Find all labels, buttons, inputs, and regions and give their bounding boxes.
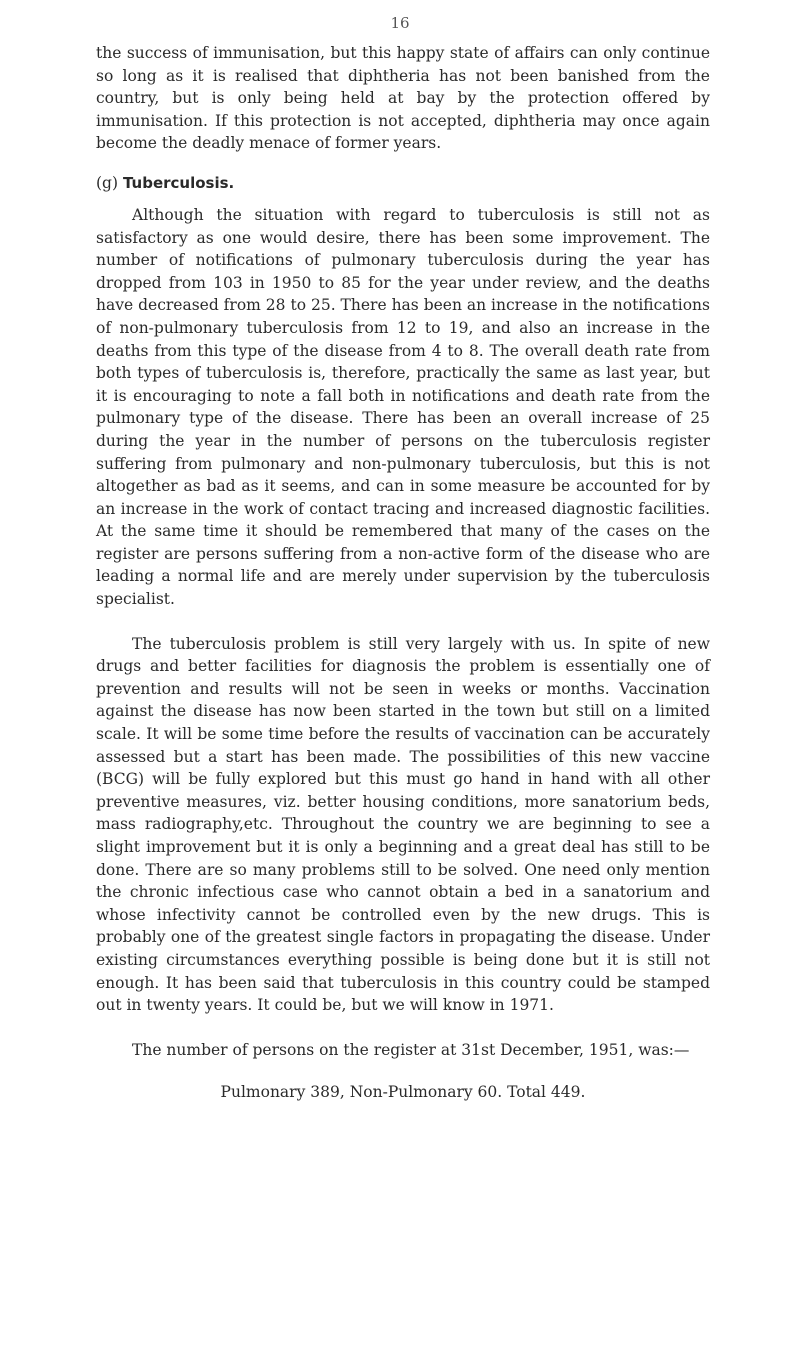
section-marker: (g)	[96, 173, 119, 192]
page-number: 16	[390, 14, 410, 32]
tuberculosis-paragraph-1: Although the situation with regard to tuberculosis is still not as satisfactory as one would desire, there has been some improvement. The number of notifications of pulmonary tuberculosis during the year has dropped from 103 in 1950 to 85 for the year under review, and the deaths have decreased from 28 to 25. There has been an increase in the notifications of non-pulmonary tuberculosis from 12 to 19, and also an increase in the deaths from this type of the disease from 4 to 8. The overall death rate from both types of tuberculosis is, therefore, practically the same as last year, but it is encouraging to note a fall both in notifications and death rate from the pulmonary type of the disease. There has been an overall increase of 25 during the year in the number of persons on the tuberculosis register suffering from pulmonary and non-pulmonary tuberculosis, but this is not altogether as bad as it seems, and can in some measure be accounted for by an increase in the work of contact tracing and increased diagnostic facilities. At the same time it should be remembered that many of the cases on the register are persons suffering from a non-active form of the disease who are leading a normal life and are merely under supervision by the tuberculosis specialist.	[96, 205, 710, 609]
register-totals: Pulmonary 389, Non-Pulmonary 60. Total 449.	[220, 1083, 586, 1102]
section-title: Tuberculosis.	[122, 173, 235, 192]
section-heading	[96, 172, 710, 194]
tuberculosis-paragraph-2: The tuberculosis problem is still very largely with us. In spite of new drugs and better facilities for diagnosis the problem is essentially one of prevention and results will not be seen in weeks or months. Vaccination against the disease has now been started in the town but still on a limited scale. It will be some time before the results of vaccination can be accurately assessed but a start has been made. The possibilities of this new vaccine (BCG) will be fully explored but this must go hand in hand with all other preventive measures, viz. better housing conditions, more sanatorium beds, mass radiography,etc. Throughout the country we are beginning to see a slight improvement but it is only a beginning and a great deal has still to be done. There are so many problems still to be solved. One need only mention the chronic infectious case who cannot obtain a bed in a sanatorium and whose infectivity cannot be controlled even by the new drugs. This is probably one of the greatest single factors in propagating the disease. Under existing circumstances everything possible is being done but it is still not enough. It has been said that tuberculosis in this country could be stamped out in twenty years. It could be, but we will know in 1971.	[96, 634, 710, 1015]
register-paragraph: The number of persons on the register at 31st December, 1951, was:—	[132, 1040, 690, 1059]
intro-paragraph: the success of immunisation, but this happy state of affairs can only continue so long as it is realised that diphtheria has not been banished from the country, but is only being held at bay by the protection offered by immunisation. If this protection is not accepted, diphtheria may once again become the deadly menace of former years.	[96, 44, 710, 153]
document-body	[96, 42, 710, 1103]
